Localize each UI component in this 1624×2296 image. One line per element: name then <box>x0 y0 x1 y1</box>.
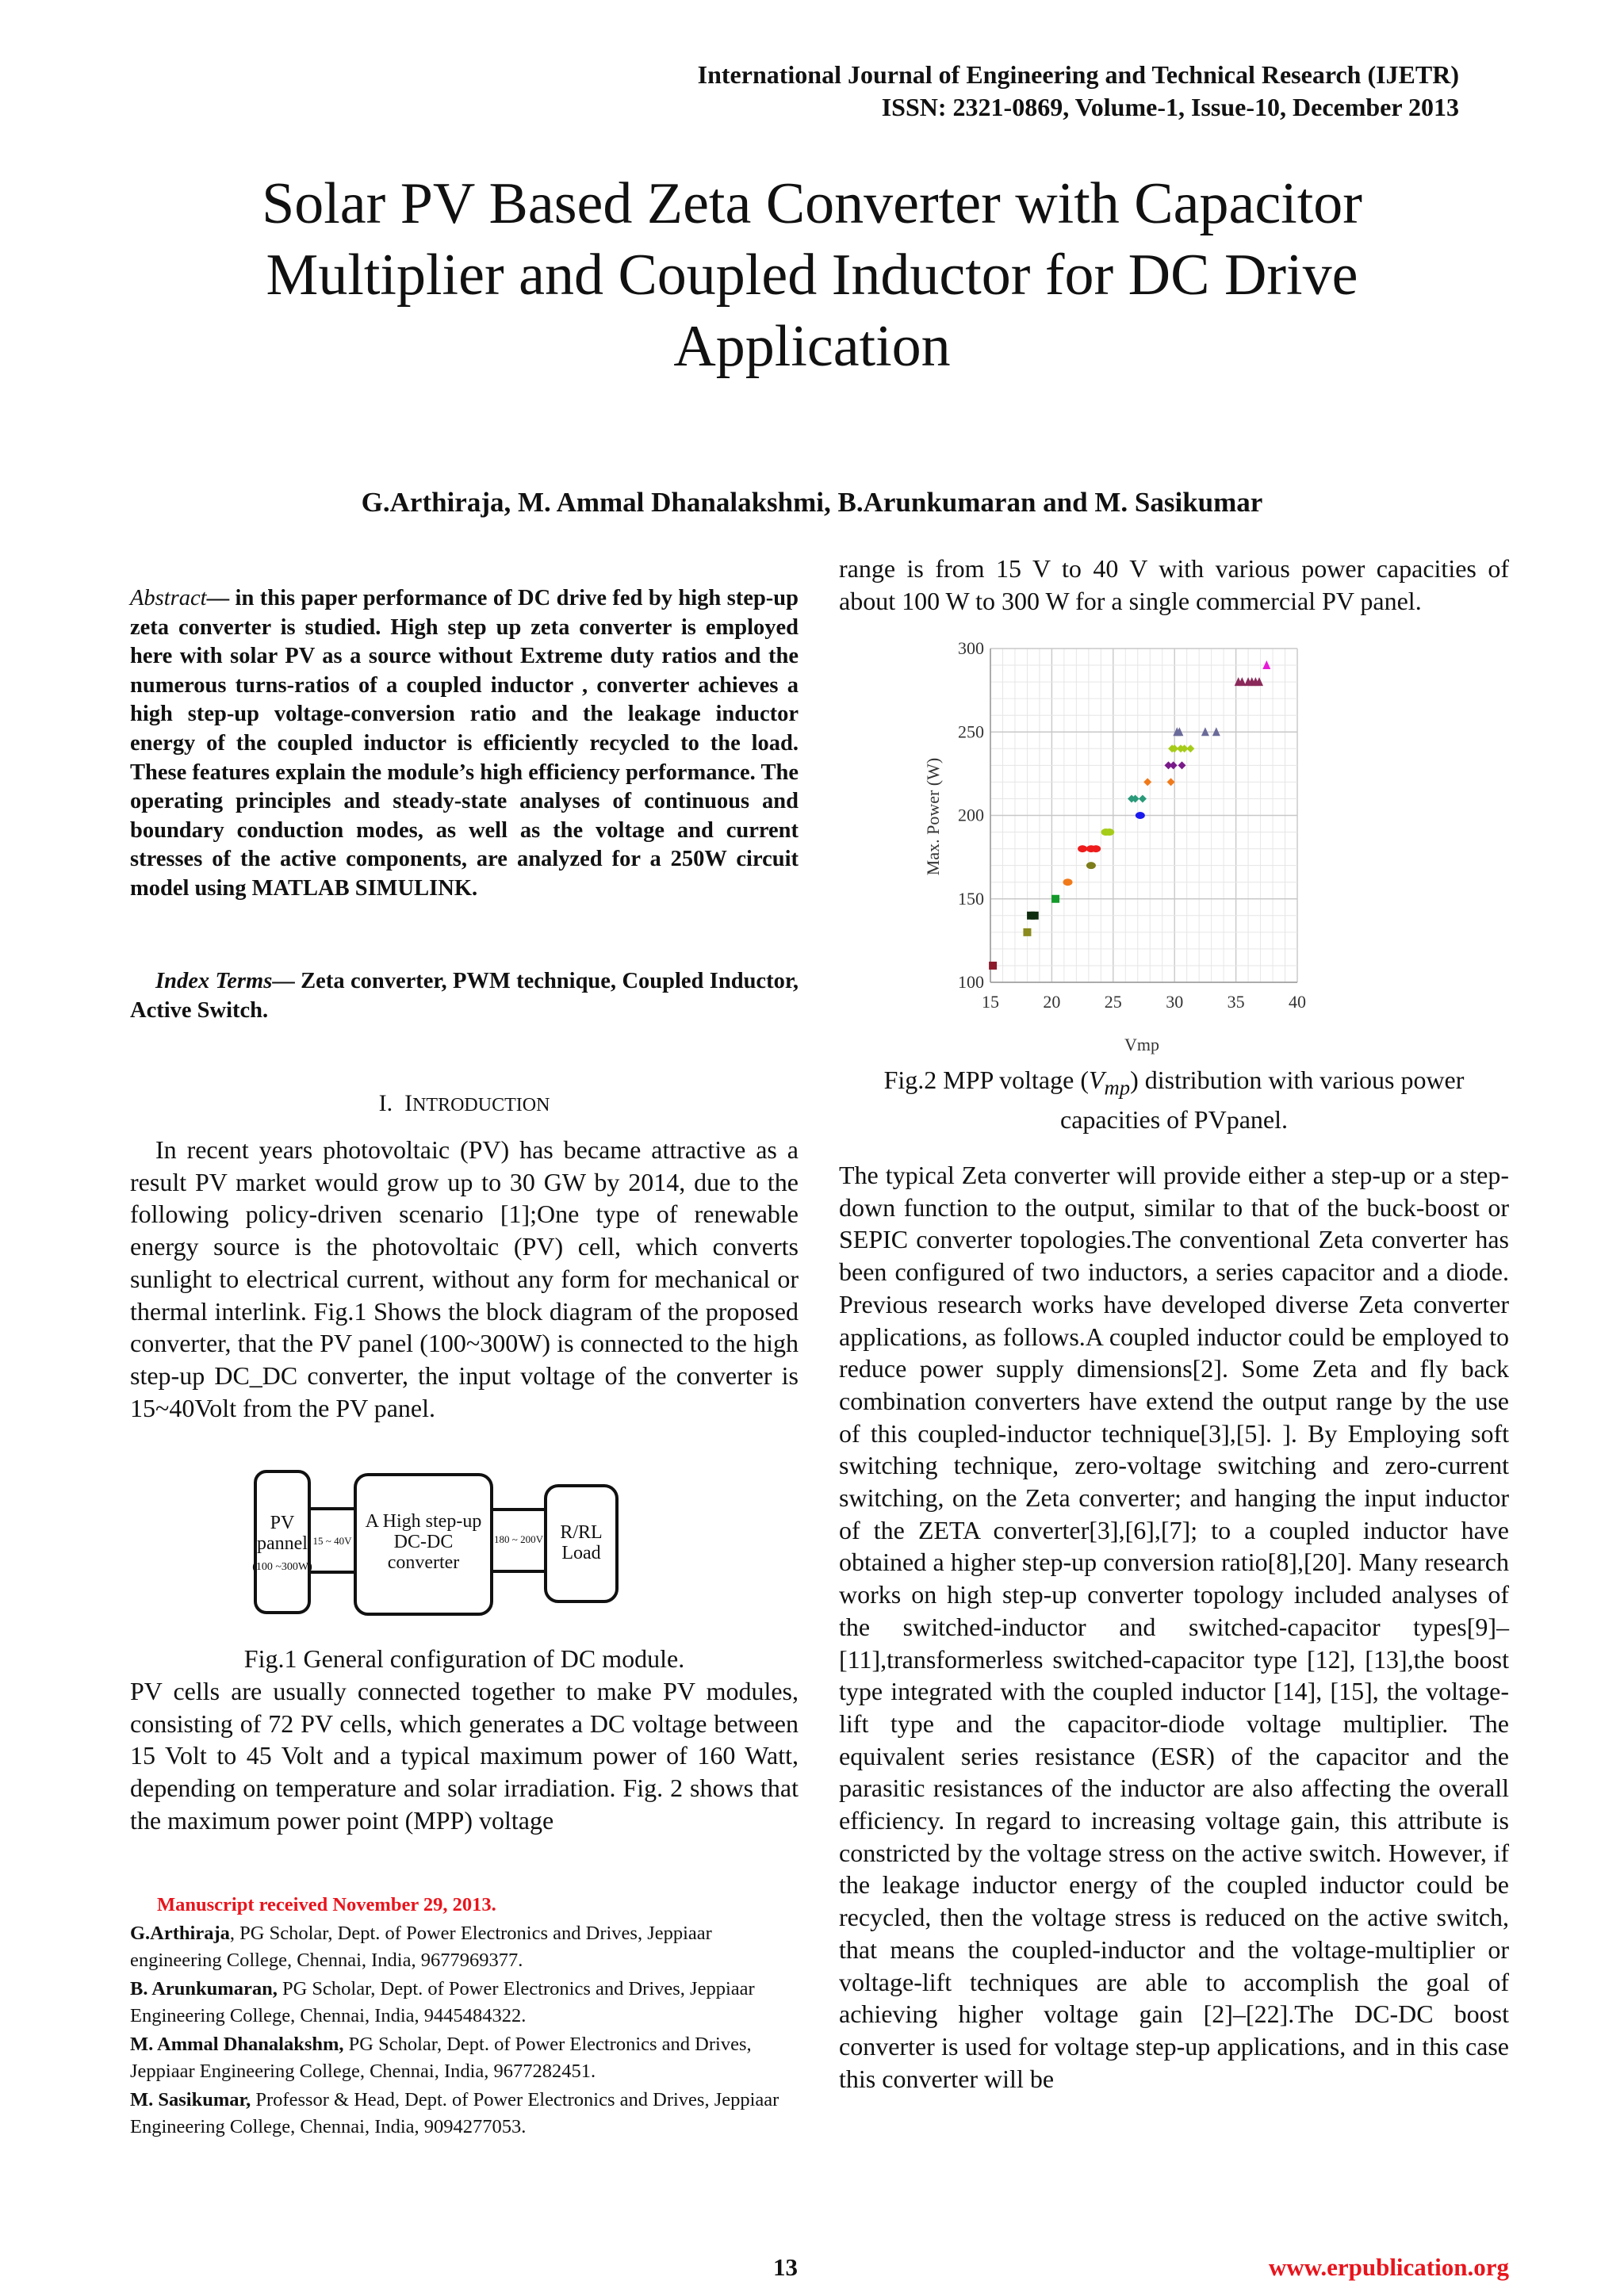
x-tick-label: 25 <box>1104 992 1122 1012</box>
fig1-caption: Fig.1 General configuration of DC module. <box>243 1644 685 1673</box>
caption-symbol: V <box>1088 1066 1105 1094</box>
author-name: B. Arunkumaran, <box>130 1978 278 1999</box>
paragraph-text: The typical Zeta converter will provide either a step-up or a step-down function to the output, similar to that of the buck-boost or SEPIC converter topologies.The conventional Zeta converter has been configured of two inductors, a series capacitor and a diode. Previous research works have developed diverse Zeta converter applications, as follows.A coupled inductor could be employed to reduce power supply dimensions[2]. Some Zeta and fly back combination converters have extend the output range by the use of this coupled-inductor technique[3],[5]. ]. By Employing soft switching technique, zero-voltage switching and zero-current switching, on the Zeta converter; and hanging the input inductor of the ZETA converter[3],[6],[7]; to a coupled inductor have obtained a higher step-up conversion ratio[8],[20]. Many research works on high step-up converter topology included analyses of the switched-inductor and switched-capacitor types[9]–[11],transformerless switched-capacitor type [12], [13],the boost type integrated with the coupled inductor [14], [15], the voltage-lift type and the capacitor-diode voltage multiplier. The equivalent series resistance (ESR) of the capacitor and the parasitic resistances of the inductor are also affecting the overall efficiency. In regard to increasing voltage gain, this attribute is constricted by the voltage stress on the active switch. However, if the leakage inductor energy of the coupled inductor could be recycled, then the voltage stress is reduced on the active switch, that means the coupled-inductor and the voltage-multiplier or voltage-lift techniques are able to accomplish the goal of achieving higher voltage gain [2]–[22].The DC-DC boost converter is used for voltage step-up applications, and in this case this converter will be <box>839 1161 1509 2093</box>
intro-paragraph <box>130 1134 799 1424</box>
converter-label: A High step-up <box>365 1511 482 1532</box>
right-top-paragraph <box>839 553 1509 617</box>
x-tick-label: 15 <box>982 992 999 1012</box>
data-point-square <box>1051 895 1059 903</box>
y-axis-label: Max. Power (W) <box>923 757 943 876</box>
converter-label: converter <box>387 1552 460 1573</box>
section-number: I. <box>378 1090 393 1116</box>
author-name: G.Arthiraja <box>130 1923 230 1944</box>
fig1-block-diagram <box>222 1465 714 1620</box>
title-line: Application <box>673 314 951 379</box>
data-point-diamond <box>1186 744 1194 752</box>
title-line: Multiplier and Coupled Inductor for DC Drive <box>266 243 1358 308</box>
fig2-scatter-chart <box>912 626 1427 1070</box>
journal-name: International Journal of Engineering and Technical Research (IJETR) <box>697 60 1459 89</box>
manuscript-received: Manuscript received November 29, 2013. <box>157 1894 496 1915</box>
data-point-circle <box>1063 878 1073 886</box>
pv-rating: (100 ~300W) <box>252 1561 312 1573</box>
caption-text: Fig.2 MPP voltage ( <box>883 1066 1089 1094</box>
paragraph-text: range is from 15 V to 40 V with various power capacities of about 100 W to 300 W for a single commercial PV panel. <box>839 554 1509 615</box>
journal-issn: ISSN: 2321-0869, Volume-1, Issue-10, December 2013 <box>881 93 1459 121</box>
index-terms-text: — Zeta converter, PWM technique, Coupled Inductor, Active Switch. <box>130 969 799 1023</box>
x-axis-label: Vmp <box>1124 1035 1159 1054</box>
author-affiliation: PG Scholar, Dept. of Power Electronics and Drives, Jeppiaar Engineering College, Chennai, India, 9677282451. <box>130 2034 752 2082</box>
footnote-author <box>130 2087 799 2141</box>
publisher-url[interactable]: www.erpublication.org <box>1268 2253 1509 2281</box>
pv-label: PV <box>270 1513 295 1533</box>
data-point-circle <box>1105 828 1114 836</box>
section-heading-introduction <box>130 1090 799 1117</box>
data-point-square <box>1023 928 1031 936</box>
page-number: 13 <box>773 2253 798 2281</box>
paragraph-text: PV cells are usually connected together to make PV modules, consisting of 72 PV cells, which generates a DC voltage between 15 Volt to 45 Volt and a typical maximum power of 160 Watt, depending on temperature and solar irradiation. Fig. 2 shows that the maximum power point (MPP) voltage <box>130 1677 799 1835</box>
data-point-circle <box>1136 812 1145 819</box>
y-tick-label: 200 <box>958 805 984 825</box>
journal-header <box>698 59 1459 124</box>
x-tick-label: 20 <box>1043 992 1061 1012</box>
output-voltage-label: 180 ~ 200V <box>494 1533 543 1545</box>
data-point-circle <box>1091 845 1101 852</box>
abstract <box>130 584 799 904</box>
pv-paragraph <box>130 1675 799 1837</box>
section-title-rest: NTRODUCTION <box>412 1095 550 1115</box>
footnote-author <box>130 1920 799 1974</box>
x-tick-label: 35 <box>1227 992 1245 1012</box>
right-paragraph <box>839 1159 1509 2095</box>
footnote-author <box>130 1976 799 2030</box>
index-terms-label: Index Terms <box>155 969 273 993</box>
converter-label: DC-DC <box>393 1532 454 1552</box>
author-affiliation: PG Scholar, Dept. of Power Electronics and Drives, Jeppiaar Engineering College, Chennai, India, 9445484322. <box>130 1978 755 2026</box>
data-point-square <box>989 962 997 970</box>
abstract-text: — in this paper performance of DC drive fed by high step-up zeta converter is studied. High step up zeta converter is employed here with solar PV as a source without Extreme duty ratios and the numerous turns-ratios of a coupled inductor , converter achieves a high step-up voltage-conversion ratio and the leakage inductor energy of the coupled inductor is efficiently recycled to the load. These features explain the module’s high efficiency performance. The operating principles and steady-state analyses of continuous and boundary conduction modes, as well as the voltage and current stresses of the active components, are analyzed for a 250W circuit model using MATLAB SIMULINK. <box>130 586 799 901</box>
data-point-diamond <box>1139 794 1147 802</box>
caption-text: ) distribution with various power <box>1130 1066 1465 1094</box>
data-point-circle <box>1078 845 1087 852</box>
y-tick-label: 150 <box>958 888 984 909</box>
author-affiliation: Professor & Head, Dept. of Power Electronics and Drives, Jeppiaar Engineering College, Chennai, India, 9094277053. <box>130 2089 779 2137</box>
author-name: M. Sasikumar, <box>130 2089 251 2110</box>
fig2-caption <box>839 1064 1509 1136</box>
y-tick-label: 250 <box>958 721 984 742</box>
x-tick-label: 40 <box>1289 992 1306 1012</box>
caption-subscript: mp <box>1104 1075 1131 1100</box>
load-label: Load <box>561 1543 601 1563</box>
data-point-diamond <box>1167 778 1175 786</box>
section-title-initial: I <box>404 1090 413 1116</box>
caption-text: capacities of PVpanel. <box>1060 1105 1288 1135</box>
footnote-author <box>130 2031 799 2085</box>
title-line: Solar PV Based Zeta Converter with Capacitor <box>262 171 1362 236</box>
paragraph-text: In recent years photovoltaic (PV) has became attractive as a result PV market would grow up to 30 GW by 2014, due to the following policy-driven scenario [1];One type of renewable energy source is the photovoltaic (PV) cell, which converts sunlight to electrical current, without any form for mechanical or thermal interlink. Fig.1 Shows the block diagram of the proposed converter, that the PV panel (100~300W) is connected to the high step-up DC_DC converter, the input voltage of the converter is 15~40Volt from the PV panel. <box>130 1135 799 1422</box>
index-terms <box>130 967 799 1025</box>
data-point-diamond <box>1178 761 1185 769</box>
y-tick-label: 100 <box>958 972 984 992</box>
footnotes <box>130 1892 799 2142</box>
x-tick-label: 30 <box>1166 992 1184 1012</box>
input-voltage-label: 15 ~ 40V <box>312 1535 352 1547</box>
author-name: M. Ammal Dhanalakshm, <box>130 2034 344 2055</box>
author-affiliation: , PG Scholar, Dept. of Power Electronics and Drives, Jeppiaar engineering College, Chennai, India, 9677969377. <box>130 1923 712 1971</box>
chart-ticks <box>958 638 1306 1012</box>
abstract-label: Abstract <box>130 586 207 610</box>
load-label: R/RL <box>560 1522 603 1543</box>
paper-title <box>0 168 1624 382</box>
y-tick-label: 300 <box>958 638 984 658</box>
pv-label: pannel <box>257 1533 308 1554</box>
authors: G.Arthiraja, M. Ammal Dhanalakshmi, B.Arunkumaran and M. Sasikumar <box>361 487 1263 518</box>
data-point-diamond <box>1170 761 1178 769</box>
data-point-triangle <box>1262 660 1270 669</box>
data-point-circle <box>1086 862 1096 869</box>
data-point-square <box>1031 912 1039 920</box>
